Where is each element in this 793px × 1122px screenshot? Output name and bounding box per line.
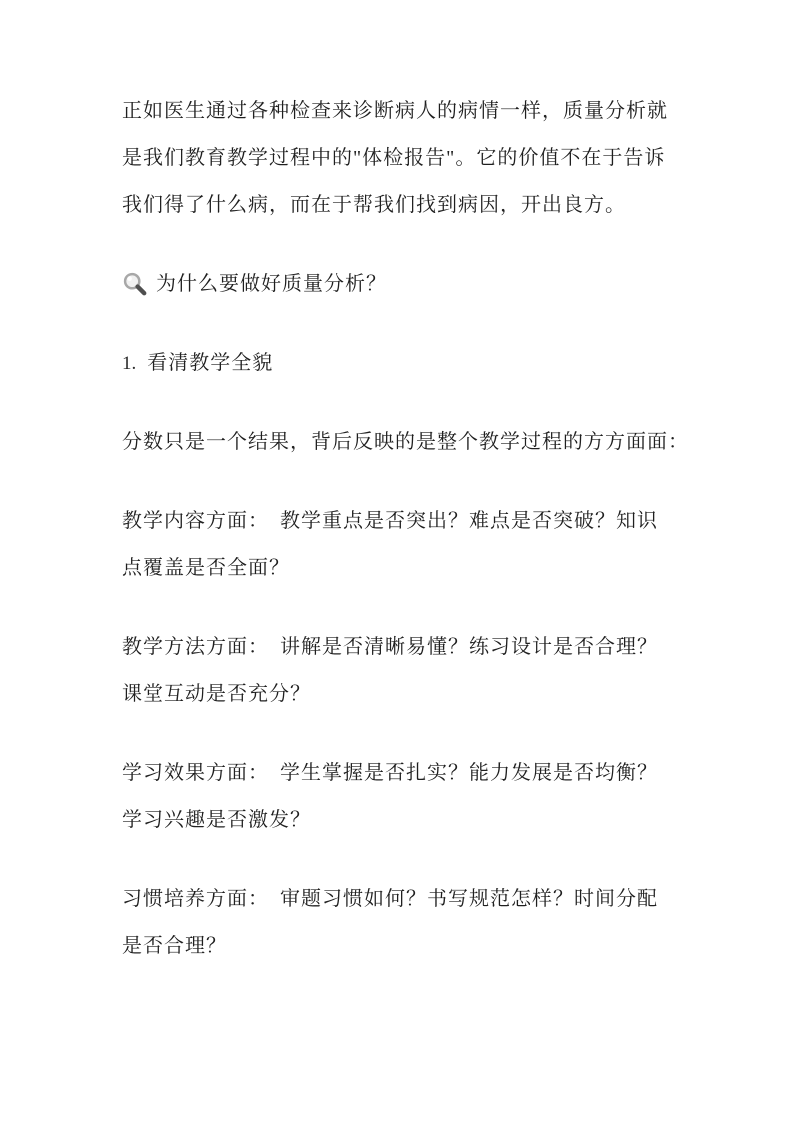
text-line: 教学内容方面： 教学重点是否突出？难点是否突破？知识	[122, 510, 658, 532]
text-line: 学习兴趣是否激发？	[122, 809, 311, 831]
item-number: 1.	[122, 353, 137, 374]
text-line: 习惯培养方面： 审题习惯如何？书写规范怎样？时间分配	[122, 888, 658, 910]
aspect-paragraph-learning-effect	[122, 750, 673, 844]
intro-paragraph	[122, 88, 673, 229]
text-line: 点覆盖是否全面？	[122, 557, 290, 579]
text-line: 是我们教育教学过程中的"体检报告"。它的价值不在于告诉	[122, 147, 666, 169]
numbered-item	[122, 340, 673, 387]
text-line: 学习效果方面： 学生掌握是否扎实？能力发展是否均衡？	[122, 762, 658, 784]
section-heading-text: 为什么要做好质量分析？	[156, 273, 387, 295]
text-line: 教学方法方面： 讲解是否清晰易懂？练习设计是否合理？	[122, 636, 658, 658]
aspect-paragraph-habit-cultivation	[122, 876, 673, 970]
text-line: 课堂互动是否充分？	[122, 683, 311, 705]
text-line: 是否合理？	[122, 935, 227, 957]
aspect-paragraph-teaching-method	[122, 624, 673, 718]
lead-paragraph	[122, 419, 689, 466]
text-line: 正如医生通过各种检查来诊断病人的病情一样，质量分析就	[122, 100, 668, 122]
magnifier-icon	[122, 271, 149, 298]
aspect-paragraph-teaching-content	[122, 498, 673, 592]
text-line: 分数只是一个结果，背后反映的是整个教学过程的方方面面：	[122, 431, 689, 453]
section-heading	[122, 261, 673, 308]
item-text: 看清教学全貌	[147, 352, 274, 374]
text-line: 我们得了什么病，而在于帮我们找到病因，开出良方。	[122, 194, 626, 216]
